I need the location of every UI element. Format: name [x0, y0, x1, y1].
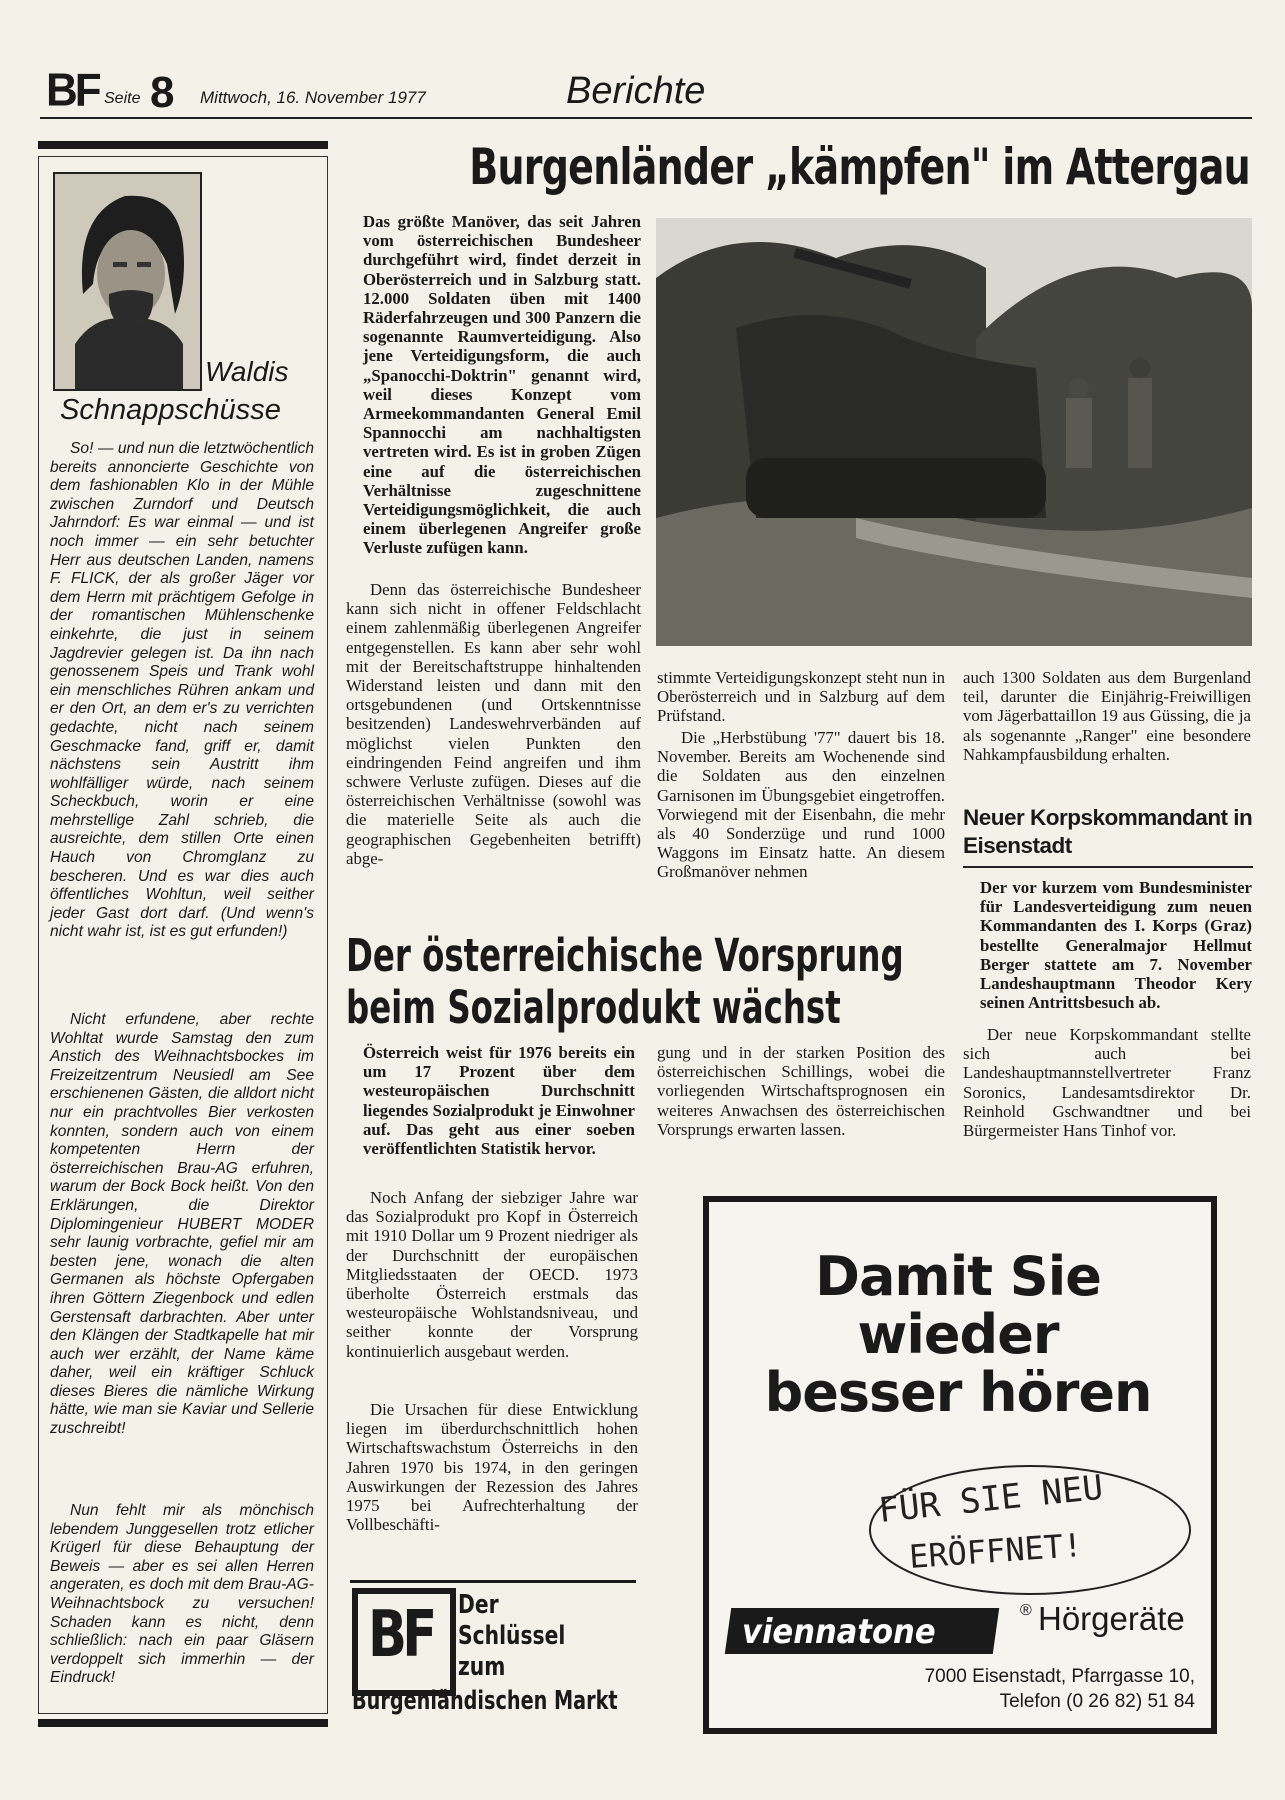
column-author: Waldis	[205, 356, 289, 387]
article-paragraph: Denn das österreichische Bundesheer kann sich nicht in offener Feldschlacht einem zahlenmäßig überlegenen Angreifer entgegenstellen. Es kann aber sehr wohl mit der Bereitschaftstruppe hinhaltenden Widerstand leisten und dann mit den ortsgebundenen (und Ortskenntnisse besitzenden) Landeswehrverbänden auf möglichst vielen Punkten den eindringenden Feind angreifen und ihm schwere Verluste zufügen. Dieses auf die österreichischen Verhältnisse (sowohl was die materielle Seite als auch die geographischen Gegebenheiten betrifft) abge-	[346, 580, 641, 868]
article-paragraph: stimmte Verteidigungskonzept steht nun in Oberösterreich und in Salzburg auf dem Prüfstand.	[657, 668, 945, 726]
headline-line: beim Sozialprodukt wächst	[346, 981, 841, 1034]
ad-address	[905, 1664, 1195, 1714]
slogan-line: zum	[458, 1652, 506, 1682]
article2-paragraph: Die Ursachen für diese Entwicklung liegen im überdurchschnittlich hohen Wirtschaftswachstum Österreichs in den Jahren 1970 bis 1974, in den geringen Auswirkungen der Rezession des Jahres 1975 bei Aufrechterhaltung der Vollbeschäfti-	[346, 1400, 638, 1535]
article-paragraph: auch 1300 Soldaten aus dem Burgenland teil, darunter die Einjährig-Freiwilligen vom Jägerbattaillon 19 aus Güssing, die ja als sogenannte „Ranger" eine besondere Nahkampfausbildung erhalten.	[963, 668, 1251, 764]
tank-photo	[656, 218, 1252, 646]
page-label: Seite	[104, 90, 141, 107]
article2-headline	[346, 930, 904, 1034]
ad-headline-line: wieder	[857, 1303, 1059, 1366]
sub-article-rule	[963, 866, 1253, 868]
article2-paragraph: gung und in der starken Position des österreichischen Schillings, wobei die vorliegenden Wirtschaftsprognosen ein weiteres Anwachsen des österreichischen Vorsprungs erwarten lassen.	[657, 1043, 945, 1139]
ad-product: Hörgeräte	[1038, 1600, 1185, 1637]
ad-phone: Telefon (0 26 82) 51 84	[999, 1691, 1195, 1712]
column-paragraph: So! — und nun die letztwöchentlich bereits annoncierte Geschichte von dem fashionablen Klo in der Mühle zwischen Zurndorf und Deutsch Jahrndorf: Es war einmal — und ist noch immer — ein sehr betuchter Herr aus deutschen Landen, namens F. FLICK, der als großer Jäger vor dem Herrn mit prächtigem Gefolge in der romantischen Mühlenschenke einkehrte, die just in seinem Jagdrevier gelegen ist. Da ihn nach genossenem Speis und Trank wohl ein menschliches Rühren ankam und er den Ort, an dem er's zu verrichten gedachte, nicht nach seinem Geschmacke fand, griff er, damit nächstens sein Austritt ihm wohlfälliger würde, nach seinem Scheckbuch, worin er eine mehrstellige Zahl schrieb, die ausreichte, dem stillen Orte einen Hauch von Chromglanz zu bescheren. Und es war dies auch öffentliches Wohltun, weil seither jeder Gast dort darf. (Und wenn's nicht wahr ist, ist es gut erfunden!)	[50, 440, 314, 941]
sub-article-paragraph: Der neue Korpskommandant stellte sich auch bei Landeshauptmannstellvertreter Franz Soronics, Landesamtsdirektor Dr. Reinhold Gschwandtner und bei Bürgermeister Hans Tinhof vor.	[963, 1025, 1251, 1141]
column-bottom-rule	[38, 1719, 328, 1727]
header-divider	[40, 117, 1252, 119]
article2-lead: Österreich weist für 1976 bereits ein um 17 Prozent über dem westeuropäischen Durchschnitt liegendes Sozialprodukt je Einwohner auf. Das geht aus einer soeben veröffentlichten Statistik hervor.	[363, 1043, 635, 1159]
article-lead: Das größte Manöver, das seit Jahren vom österreichischen Bundesheer durchgeführt wird, findet derzeit in Oberösterreich und in Salzburg statt. 12.000 Soldaten üben mit 1400 Räderfahrzeugen und 300 Panzern die sogenannte Raumverteidigung. Also jene Verteidigungsform, die auch „Spanocchi-Doktrin" genannt wird, weil dieses Konzept vom Armeekommandanten General Emil Spannocchi am nachhaltigsten vertreten wird. Es ist in groben Zügen eine auf die österreichischen Verhältnisse zugeschnittene Verteidigungsmöglichkeit, die auch einem überlegenen Angreifer große Verluste zufügen kann.	[363, 212, 641, 558]
ad-headline-line: Damit Sie	[815, 1245, 1101, 1308]
author-portrait	[53, 172, 202, 391]
handwritten-line: ERÖFFNET!	[907, 1525, 1084, 1576]
bf-ad-logo: BF	[368, 1598, 433, 1672]
page-number: 8	[150, 68, 175, 117]
slogan-line: Schlüssel	[458, 1621, 566, 1651]
column-paragraph: Nun fehlt mir als mönchisch lebendem Junggesellen trotz etlicher Krügerl für diese Behauptung der Beweis — aber es sei allen Herren angeraten, es doch mit dem Brau-AG-Weihnachtsbock zu versuchen! Schaden kann es nicht, denn schließlich: nach ein paar Gläsern verdoppelt sich immerhin — der Eindruck!	[50, 1502, 314, 1687]
headline-line: Der österreichische Vorsprung	[346, 929, 904, 982]
bf-ad-rule	[350, 1580, 636, 1583]
slogan-line: Der	[458, 1590, 499, 1620]
column-paragraph: Nicht erfundene, aber rechte Wohltat wurde Samstag den zum Anstich des Weihnachtsbockes im Freizeitzentrum Neusiedl am See erschienenen Gästen, die alldort nicht nur ein prachtvolles Bier verkosten konnten, sondern auch von einem kompetenten Herrn der österreichischen Brau-AG erfuhren, warum der Bock Bock heißt. Von den Erklärungen, die Direktor Diplomingenieur HUBERT MODER sehr launig vorbrachte, gefiel mir am besten jene, wonach die alten Germanen als höchste Opfergaben ihren Göttern Ziegenbock und edlen Gerstensaft darbrachten. Aber unter den Klängen der Stadtkapelle hat mir auch wer erzählt, der Name käme daher, weil ein kräftiger Schluck dieses Bieres die nämliche Wirkung hätte, wie man sie Kaviar und Sellerie zuschreibt!	[50, 1011, 314, 1438]
article2-paragraph: Noch Anfang der siebziger Jahre war das Sozialprodukt pro Kopf in Österreich mit 1910 Dollar um 9 Prozent niedriger als der Durchschnitt der europäischen Mitgliedsstaaten der OECD. 1973 überholte Österreich erstmals das westeuropäische Wohlstandsniveau, und seither konnte der Vorsprung kontinuierlich ausgebaut werden.	[346, 1188, 638, 1361]
issue-date: Mittwoch, 16. November 1977	[200, 88, 426, 107]
bf-ad-market: Burgenländischen Markt	[352, 1686, 618, 1716]
article-headline: Burgenländer „kämpfen" im Attergau	[469, 138, 1250, 196]
handwritten-line: FÜR SIE NEU	[876, 1467, 1105, 1531]
article-paragraph: Die „Herbstübung '77" dauert bis 18. November. Bereits am Wochenende sind die Soldaten aus den einzelnen Garnisonen im Übungsgebiet eingetroffen. Vorwiegend mit der Eisenbahn, die mehr als 40 Sonderzüge und rund 1000 Waggons im Einsatz hatte. An diesem Großmanöver nehmen	[657, 728, 945, 882]
section-title: Berichte	[566, 70, 706, 112]
bf-ad-slogan	[458, 1590, 565, 1683]
column-title: Schnappschüsse	[60, 394, 281, 426]
masthead-logo: BF	[46, 64, 99, 117]
column-top-rule	[38, 141, 328, 149]
ad-address-line: 7000 Eisenstadt, Pfarrgasse 10,	[924, 1666, 1195, 1687]
brand-logo: viennatone	[742, 1612, 936, 1652]
registered-mark: ®	[1020, 1602, 1032, 1619]
handwritten-note	[840, 1458, 1210, 1598]
sub-article-headline: Neuer Korpskommandant in Eisenstadt	[963, 805, 1253, 858]
ad-headline	[728, 1245, 1188, 1424]
sub-article-lead: Der vor kurzem vom Bundesminister für Landesverteidigung zum neuen Kommandanten des I. Korps (Graz) bestellte Generalmajor Hellmut Berger stattete am 7. November Landeshauptmann Theodor Kery seinen Antrittsbesuch ab.	[980, 878, 1252, 1013]
ad-headline-line: besser hören	[764, 1361, 1152, 1424]
